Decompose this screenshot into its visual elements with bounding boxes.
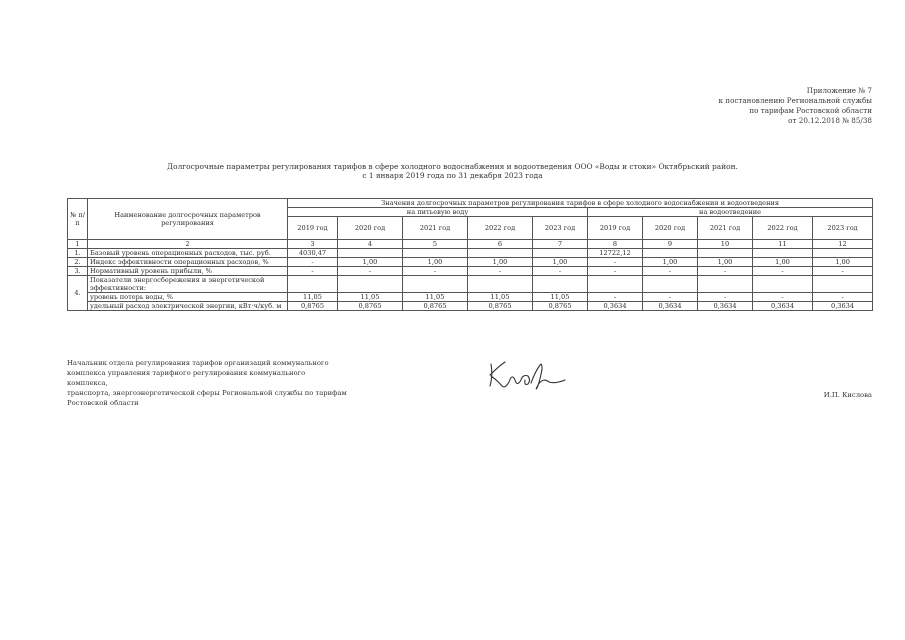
empty-cell <box>338 276 403 293</box>
column-number: 6 <box>468 240 533 249</box>
table-row <box>68 249 873 258</box>
value-cell: 0,3634 <box>643 302 698 311</box>
value-cell: - <box>468 267 533 276</box>
value-cell <box>403 249 468 258</box>
signatory-position <box>67 358 347 408</box>
year-cell: 2020 год <box>643 217 698 240</box>
value-cell: 0,8765 <box>468 302 533 311</box>
value-cell: 11,05 <box>403 293 468 302</box>
column-number: 7 <box>533 240 588 249</box>
column-number: 8 <box>588 240 643 249</box>
title-line-1: Долгосрочные параметры регулирования тарифов в сфере холодного водоснабжения и водоотведения ООО «Воды и стоки» Октябрьский район. <box>167 162 738 171</box>
row-parameter-name: Базовый уровень операционных расходов, тыс. руб. <box>88 249 288 258</box>
year-cell: 2019 год <box>588 217 643 240</box>
value-cell <box>338 249 403 258</box>
value-cell: 11,05 <box>468 293 533 302</box>
table-column-numbers <box>68 240 873 249</box>
empty-cell <box>403 276 468 293</box>
handwritten-signature <box>485 356 580 392</box>
column-number: 2 <box>88 240 288 249</box>
column-number: 10 <box>698 240 753 249</box>
column-number: 1 <box>68 240 88 249</box>
header-drinking-water: на питьевую воду <box>288 208 588 217</box>
value-cell: - <box>813 293 873 302</box>
value-cell <box>813 249 873 258</box>
tariff-parameters-table <box>67 198 873 311</box>
value-cell: 0,8765 <box>533 302 588 311</box>
value-cell: - <box>698 293 753 302</box>
column-number: 3 <box>288 240 338 249</box>
document-title <box>120 162 785 180</box>
value-cell: 0,3634 <box>813 302 873 311</box>
appendix-line-1: Приложение № 7 <box>806 86 872 95</box>
row-parameter-name: Показатели энергосбережения и энергетической эффективности: <box>88 276 288 293</box>
value-cell: - <box>403 267 468 276</box>
header-number: № п/п <box>68 199 88 240</box>
value-cell: 11,05 <box>288 293 338 302</box>
value-cell: 1,00 <box>338 258 403 267</box>
column-number: 4 <box>338 240 403 249</box>
position-line-4: Ростовской области <box>67 399 139 407</box>
value-cell: - <box>643 267 698 276</box>
value-cell: - <box>533 267 588 276</box>
value-cell <box>643 249 698 258</box>
row-number: 2. <box>68 258 88 267</box>
row-parameter-name: удельный расход электрической энергии, кВт·ч/куб. м <box>88 302 288 311</box>
value-cell: - <box>288 258 338 267</box>
column-number: 11 <box>753 240 813 249</box>
year-cell: 2021 год <box>403 217 468 240</box>
value-cell: - <box>588 267 643 276</box>
value-cell: 1,00 <box>813 258 873 267</box>
year-cell: 2023 год <box>533 217 588 240</box>
value-cell: 1,00 <box>753 258 813 267</box>
appendix-line-3: по тарифам Ростовской области <box>749 106 872 115</box>
value-cell: - <box>753 267 813 276</box>
value-cell: - <box>753 293 813 302</box>
row-number: 1. <box>68 249 88 258</box>
appendix-line-2: к постановлению Региональной службы <box>718 96 872 105</box>
table-header-row-1 <box>68 199 873 208</box>
value-cell: 11,05 <box>533 293 588 302</box>
value-cell: 1,00 <box>533 258 588 267</box>
value-cell: 12722,12 <box>588 249 643 258</box>
value-cell: 0,3634 <box>753 302 813 311</box>
value-cell <box>468 249 533 258</box>
value-cell: 0,3634 <box>698 302 753 311</box>
value-cell: 0,8765 <box>338 302 403 311</box>
value-cell: - <box>698 267 753 276</box>
value-cell: 1,00 <box>468 258 533 267</box>
value-cell: - <box>588 293 643 302</box>
table-row <box>68 276 873 293</box>
header-values: Значения долгосрочных параметров регулирования тарифов в сфере холодного водоснабжения и водоотведения <box>288 199 873 208</box>
table-row <box>68 258 873 267</box>
empty-cell <box>753 276 813 293</box>
empty-cell <box>468 276 533 293</box>
table-row <box>68 267 873 276</box>
value-cell: - <box>813 267 873 276</box>
value-cell <box>533 249 588 258</box>
appendix-line-4: от 20.12.2018 № 85/38 <box>788 116 872 125</box>
value-cell <box>753 249 813 258</box>
header-wastewater: на водоотведение <box>588 208 873 217</box>
row-parameter-name: Индекс эффективности операционных расходов, % <box>88 258 288 267</box>
title-line-2: с 1 января 2019 года по 31 декабря 2023 года <box>362 171 543 180</box>
year-cell: 2020 год <box>338 217 403 240</box>
value-cell: 11,05 <box>338 293 403 302</box>
value-cell: 0,8765 <box>288 302 338 311</box>
value-cell: 0,3634 <box>588 302 643 311</box>
empty-cell <box>588 276 643 293</box>
row-number: 4. <box>68 276 88 311</box>
year-cell: 2023 год <box>813 217 873 240</box>
column-number: 12 <box>813 240 873 249</box>
value-cell: 0,8765 <box>403 302 468 311</box>
signer-name: И.П. Кислова <box>823 391 872 399</box>
header-parameter-name: Наименование долгосрочных параметров регулирования <box>88 199 288 240</box>
value-cell: 1,00 <box>643 258 698 267</box>
empty-cell <box>698 276 753 293</box>
value-cell <box>698 249 753 258</box>
empty-cell <box>288 276 338 293</box>
value-cell: 1,00 <box>698 258 753 267</box>
position-line-1: Начальник отдела регулирования тарифов организаций коммунального <box>67 359 329 367</box>
value-cell: - <box>288 267 338 276</box>
value-cell: - <box>588 258 643 267</box>
appendix-header <box>612 86 872 126</box>
row-parameter-name: Нормативный уровень прибыли, % <box>88 267 288 276</box>
year-cell: 2022 год <box>468 217 533 240</box>
value-cell: 1,00 <box>403 258 468 267</box>
column-number: 5 <box>403 240 468 249</box>
row-parameter-name: уровень потерь воды, % <box>88 293 288 302</box>
column-number: 9 <box>643 240 698 249</box>
table-row <box>68 293 873 302</box>
row-number: 3. <box>68 267 88 276</box>
value-cell: - <box>338 267 403 276</box>
empty-cell <box>533 276 588 293</box>
value-cell: - <box>643 293 698 302</box>
year-cell: 2022 год <box>753 217 813 240</box>
year-cell: 2021 год <box>698 217 753 240</box>
position-line-3: транспорта, энергоэнергетической сферы Региональной службы по тарифам <box>67 389 347 397</box>
empty-cell <box>643 276 698 293</box>
value-cell: 4030,47 <box>288 249 338 258</box>
table-row <box>68 302 873 311</box>
year-cell: 2019 год <box>288 217 338 240</box>
empty-cell <box>813 276 873 293</box>
position-line-2: комплекса управления тарифного регулирования коммунального комплекса, <box>67 369 306 387</box>
